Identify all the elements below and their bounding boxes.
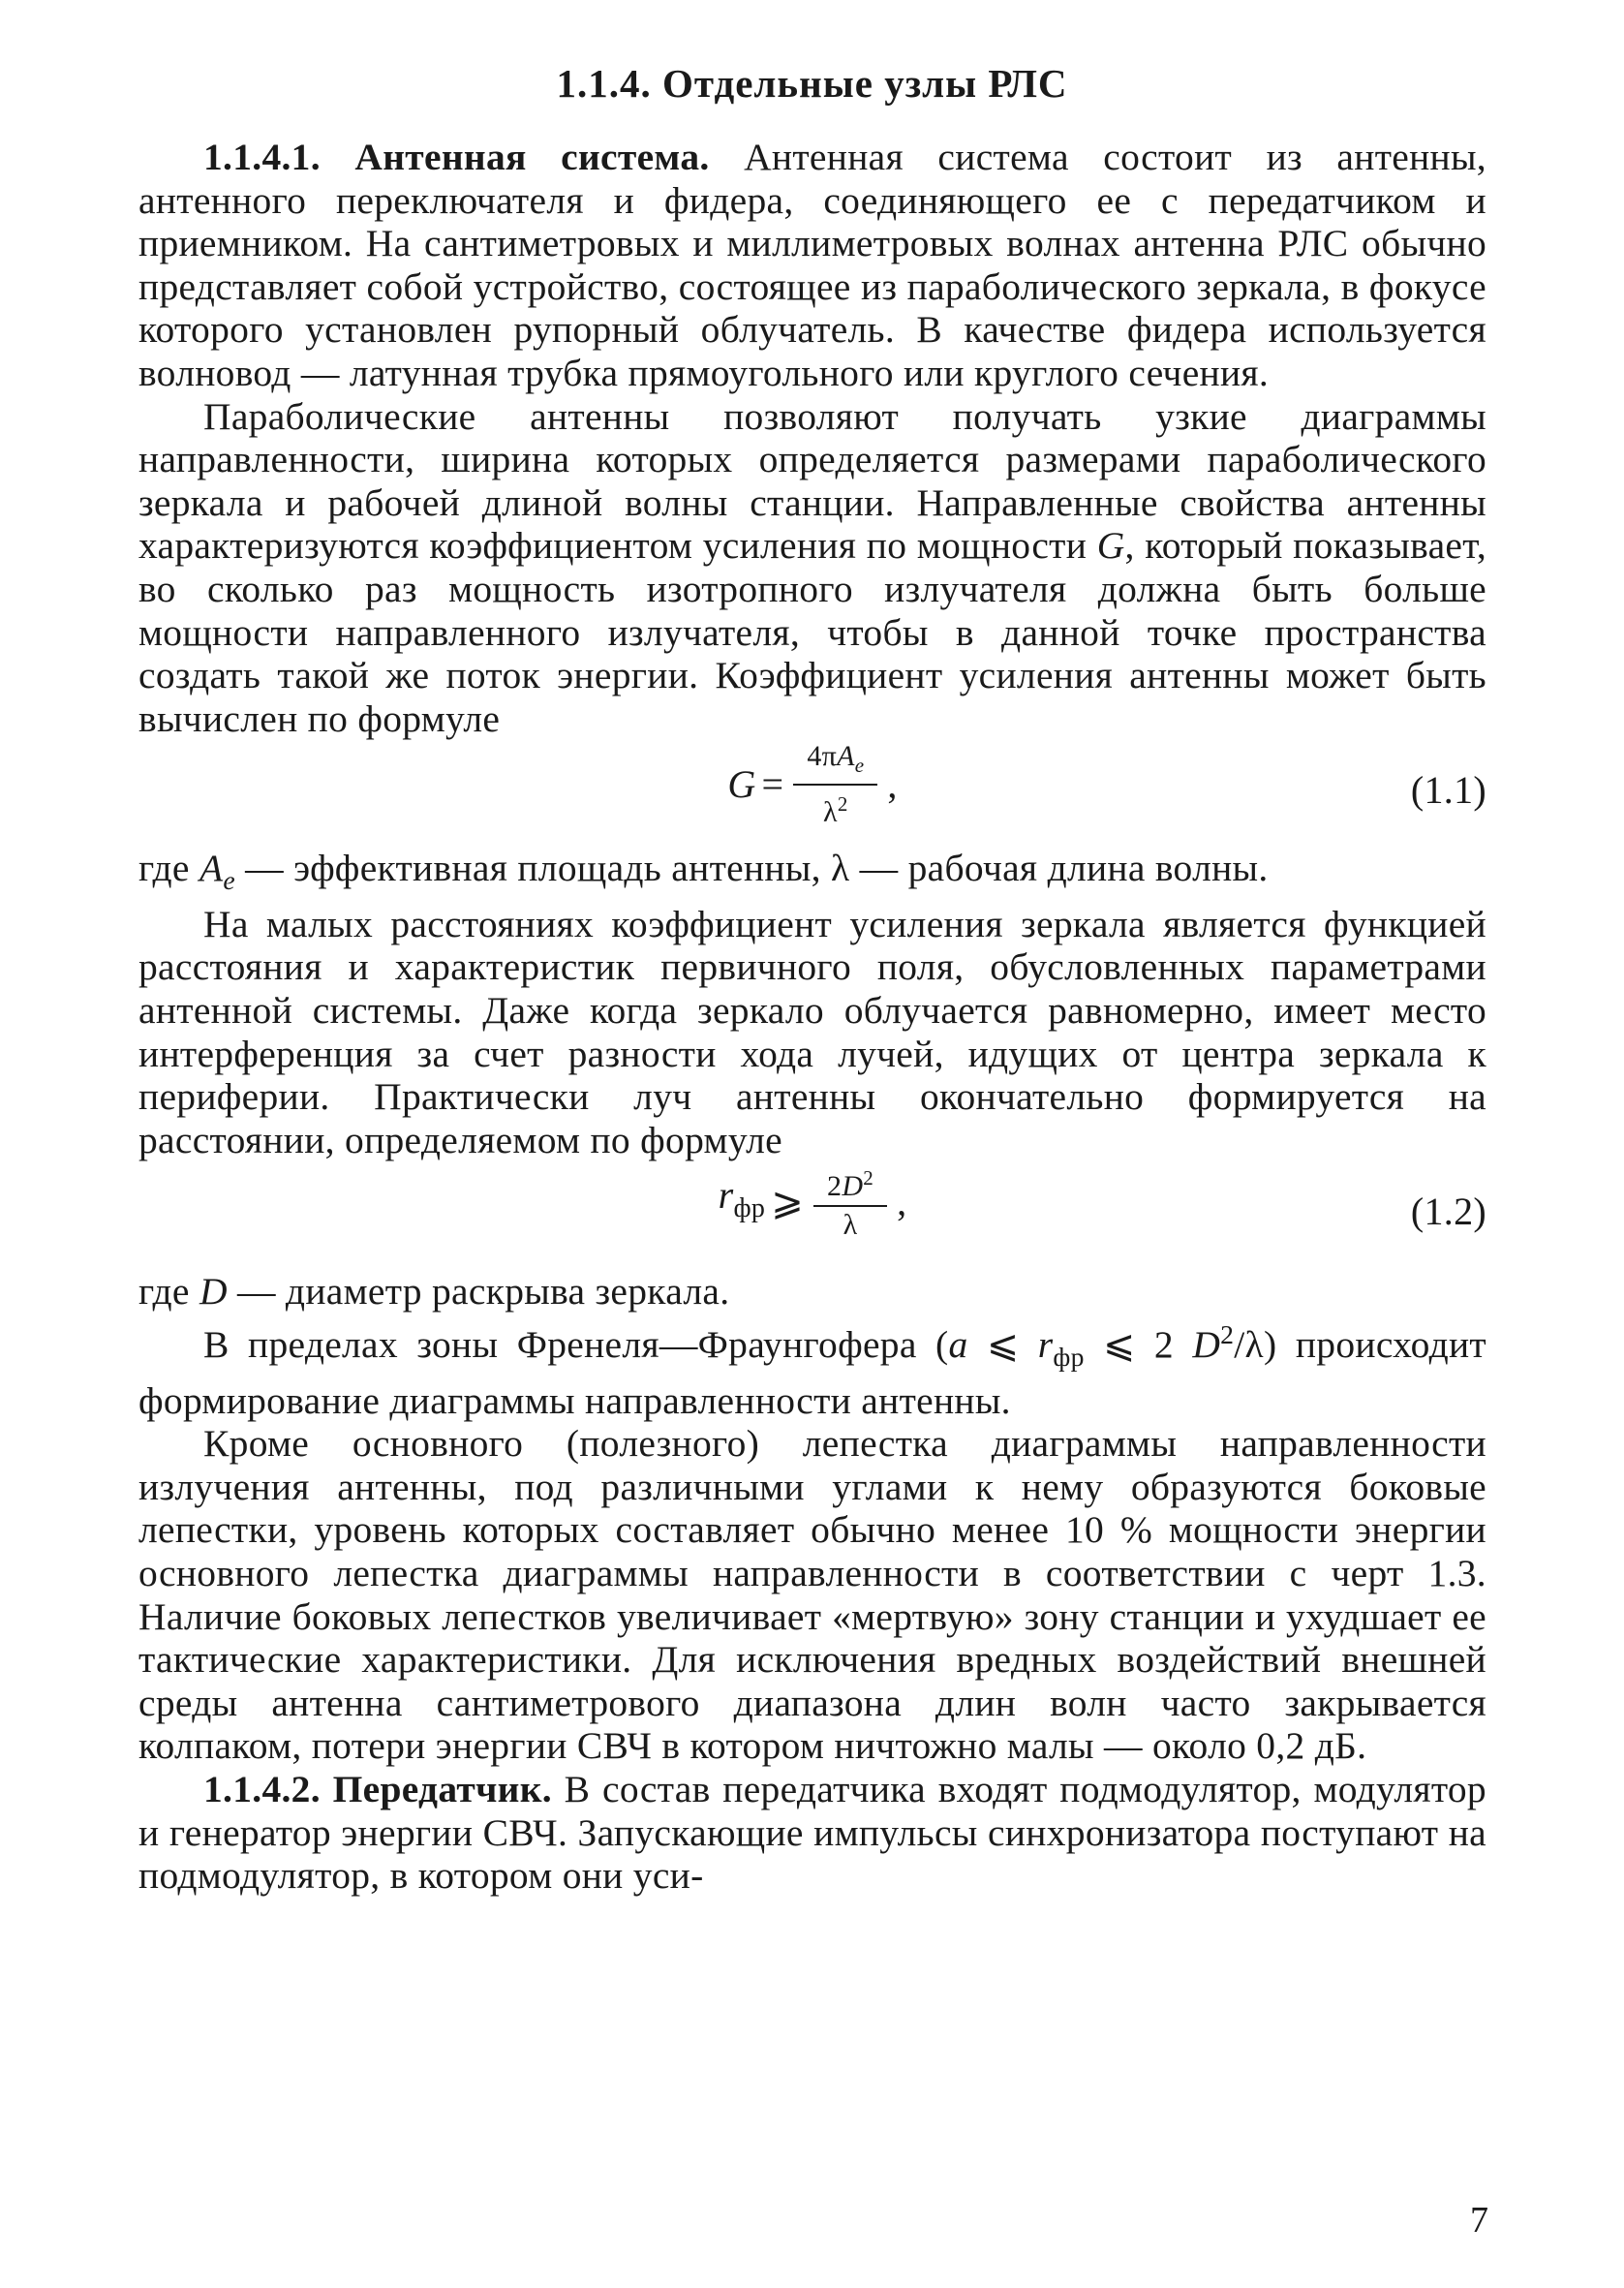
subsection-heading-antenna: 1.1.4.1. Антенная система. [203, 136, 710, 178]
formula-comma: , [887, 762, 898, 807]
formula-fraction [813, 1161, 887, 1242]
fraction-denominator: $\lambda^2$ [823, 792, 848, 829]
paragraph-text: Антенная система состоит из антенны, антенного переключателя и фидера, соединяющего ее с передатчиком и приемником. На сантиметровых и миллиметровых волнах антенна РЛС обычно представляет собой устройство, состоящее из параболического зеркала, в фокусе которого установлен рупорный облучатель. В качестве фидера используется волновод — латунная трубка прямоугольного или круглого сечения. [138, 136, 1486, 394]
paragraph-fresnel-zone: В пределах зоны Френеля—Фраунгофера (a ⩽ $r_{фр}$ ⩽ 2 $D^2/\lambda$) происходит формирование диаграммы направленности антенны. [138, 1318, 1486, 1422]
formula-comma: , [897, 1179, 907, 1223]
page-number: 7 [1470, 2200, 1488, 2241]
formula-lhs: $r_{фр}$ [718, 1172, 766, 1223]
paragraph-text: , который показывает, во сколько раз мощность изотропного излучателя должна быть больше мощности направленного излучателя, чтобы в данной точке пространства создать такой же поток энергии. Коэффициент усиления антенны может быть вычислен по формуле [138, 524, 1486, 740]
equation-number: (1.1) [1410, 768, 1486, 813]
formula-1-1 [138, 740, 1486, 847]
paragraph-transmitter [138, 1768, 1486, 1898]
variable-g: G [1096, 524, 1125, 568]
formula-fraction [793, 740, 877, 829]
formula-relation: ⩾ [771, 1179, 805, 1223]
fraction-numerator: $4\pi A_e$ [793, 740, 877, 786]
paragraph-antenna-system [138, 136, 1486, 395]
body-text [138, 136, 1486, 1898]
paragraph-small-distance: На малых расстояниях коэффициент усиления зеркала является функцией расстояния и характеристик первичного поля, обусловленных параметрами антенной системы. Даже когда зеркало облучается равномерно, имеет место интерференция за счет разности хода лучей, идущих от центра зеркала к периферии. Практически луч антенны окончательно формируется на расстоянии, определяемом по формуле [138, 902, 1486, 1161]
fraction-denominator: λ [843, 1209, 858, 1242]
formula-expression [138, 1161, 1486, 1242]
variable-ae: A [199, 847, 224, 890]
fraction-numerator: $2D^2$ [813, 1161, 887, 1207]
paragraph-parabolic [138, 395, 1486, 741]
paragraph-where-d: где D — диаметр раскрыва зеркала. [138, 1270, 730, 1314]
paragraph-text: В состав передатчика входят подмодулятор, модулятор и генератор энергии СВЧ. Запускающие импульсы синхронизатора поступают на подмодулятор, в котором они уси- [138, 1767, 1486, 1898]
paragraph-where-ae: где $A_e$ — эффективная площадь антенны, λ — рабочая длина волны. [138, 847, 1269, 896]
formula-expression [138, 740, 1486, 829]
section-title: 1.1.4. Отдельные узлы РЛС [556, 61, 1068, 106]
formula-equals: = [761, 762, 784, 807]
subsection-heading-transmitter: 1.1.4.2. Передатчик. [203, 1767, 552, 1810]
paragraph-text: Параболические антенны позволяют получать узкие диаграммы направленности, ширина которых определяется размерами параболического зеркала и рабочей длиной волны станции. Направленные свойства антенны характеризуются коэффициентом усиления по мощности [138, 394, 1486, 568]
formula-lhs: G [727, 762, 756, 807]
equation-number: (1.2) [1410, 1190, 1486, 1234]
formula-1-2 [138, 1161, 1486, 1270]
variable-d: D [199, 1270, 228, 1314]
paragraph-side-lobes: Кроме основного (полезного) лепестка диаграммы направленности излучения антенны, под различными углами к нему образуются боковые лепестки, уровень которых составляет обычно менее 10 % мощности энергии основного лепестка диаграммы направленности в соответствии с черт 1.3. Наличие боковых лепестков увеличивает «мертвую» зону станции и ухудшает ее тактические характеристики. Для исключения вредных воздействий внешней среды антенна сантиметрового диапазона длин волн часто закрывается колпаком, потери энергии СВЧ в котором ничтожно малы — около 0,2 дБ. [138, 1422, 1486, 1768]
